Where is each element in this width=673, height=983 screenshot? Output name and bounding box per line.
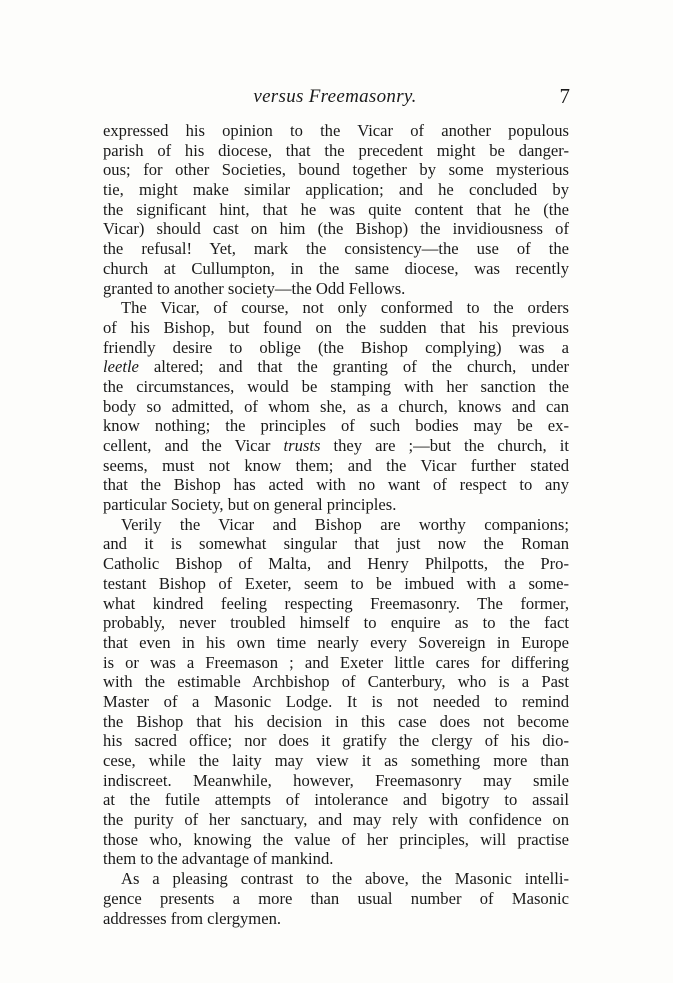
text-line <box>103 239 569 259</box>
text-line <box>103 574 569 594</box>
text-segment: know nothing; the principles of such bodies may be ex- <box>103 416 569 436</box>
text-segment: they are ;—but the church, it <box>320 436 569 455</box>
text-segment: particular Society, but on general principles. <box>103 495 397 515</box>
text-line <box>103 456 569 476</box>
text-segment: is or was a Freemason ; and Exeter little cares for differing <box>103 652 569 672</box>
text-line <box>103 180 569 200</box>
text-segment: the refusal! Yet, mark the consistency—the use of the <box>103 239 569 259</box>
text-line <box>103 279 569 299</box>
running-title: versus Freemasonry. <box>253 86 417 107</box>
text-segment: probably, never troubled himself to enquire as to the fact <box>103 613 569 633</box>
text-segment: what kindred feeling respecting Freemasonry. The former, <box>103 593 569 613</box>
text-segment: As a pleasing contrast to the above, the Masonic intelli- <box>121 869 569 889</box>
text-line <box>103 869 569 889</box>
text-line <box>103 475 569 495</box>
text-line <box>103 613 569 633</box>
text-segment: parish of his diocese, that the precedent might be danger- <box>103 140 569 160</box>
text-line <box>103 633 569 653</box>
body-text <box>103 121 569 928</box>
text-segment: the significant hint, that he was quite content that he (the <box>103 199 569 219</box>
text-segment: cese, while the laity may view it as something more than <box>103 751 569 770</box>
text-segment: testant Bishop of Exeter, seem to be imbued with a some- <box>103 573 569 593</box>
text-segment: the Bishop that his decision in this case does not become <box>103 711 569 731</box>
text-segment: that the Bishop has acted with no want of respect to any <box>103 475 569 495</box>
text-line <box>103 771 569 791</box>
text-line <box>103 259 569 279</box>
text-line <box>103 298 569 318</box>
text-line <box>103 909 569 929</box>
text-segment: friendly desire to oblige (the Bishop complying) was a <box>103 337 569 357</box>
text-line <box>103 200 569 220</box>
text-line <box>103 377 569 397</box>
text-segment: tie, might make similar application; and he concluded by <box>103 180 569 200</box>
text-line <box>103 416 569 436</box>
text-segment: cellent, and the Vicar <box>103 436 284 455</box>
text-segment: and it is somewhat singular that just now the Roman <box>103 534 569 554</box>
text-segment: seems, must not know them; and the Vicar further stated <box>103 455 569 475</box>
text-line <box>103 672 569 692</box>
text-line <box>103 692 569 712</box>
text-line <box>103 397 569 417</box>
text-segment: addresses from clergymen. <box>103 908 282 928</box>
text-line <box>103 495 569 515</box>
text-segment: that even in his own time nearly every Sovereign in Europe <box>103 632 569 652</box>
text-segment: granted to another society—the Odd Fellows. <box>103 278 406 298</box>
text-segment: at the futile attempts of intolerance and bigotry to assail <box>103 790 569 810</box>
text-segment: his sacred office; nor does it gratify the clergy of his dio- <box>103 731 569 751</box>
text-line <box>103 889 569 909</box>
text-line <box>103 554 569 574</box>
italic-text: leetle <box>103 357 139 377</box>
text-line <box>103 219 569 239</box>
text-line <box>103 141 569 161</box>
running-head <box>100 86 570 112</box>
text-line <box>103 790 569 810</box>
text-segment: Master of a Masonic Lodge. It is not needed to remind <box>103 691 569 711</box>
text-line <box>103 849 569 869</box>
text-line <box>103 751 569 771</box>
text-line <box>103 515 569 535</box>
text-segment: the circumstances, would be stamping with her sanction the <box>103 376 569 396</box>
text-segment: ous; for other Societies, bound together by some mysterious <box>103 160 569 180</box>
text-segment: church at Cullumpton, in the same diocese, was recently <box>103 258 569 278</box>
text-segment: of his Bishop, but found on the sudden that his previous <box>103 317 569 337</box>
page-number: 7 <box>559 84 570 108</box>
text-line <box>103 121 569 141</box>
text-segment: indiscreet. Meanwhile, however, Freemasonry may smile <box>103 770 569 790</box>
text-line <box>103 712 569 732</box>
italic-text: trusts <box>283 436 321 455</box>
text-segment: the purity of her sanctuary, and may rely with confidence on <box>103 810 569 830</box>
text-line <box>103 338 569 358</box>
text-segment: them to the advantage of mankind. <box>103 849 334 869</box>
text-segment: expressed his opinion to the Vicar of another populous <box>103 121 569 140</box>
text-line <box>103 357 569 377</box>
text-segment: gence presents a more than usual number of Masonic <box>103 888 569 908</box>
text-line <box>103 594 569 614</box>
text-segment: those who, knowing the value of her principles, will practise <box>103 829 569 849</box>
text-segment: altered; and that the granting of the church, under <box>138 357 569 377</box>
text-line <box>103 318 569 338</box>
text-segment: The Vicar, of course, not only conformed to the orders <box>121 298 569 318</box>
text-segment: body so admitted, of whom she, as a church, knows and can <box>103 396 569 416</box>
text-line <box>103 731 569 751</box>
text-segment: Vicar) should cast on him (the Bishop) the invidiousness of <box>103 219 569 239</box>
text-line <box>103 436 569 456</box>
text-line <box>103 810 569 830</box>
text-line <box>103 830 569 850</box>
text-segment: with the estimable Archbishop of Canterbury, who is a Past <box>103 672 569 692</box>
text-line <box>103 653 569 673</box>
text-segment: Verily the Vicar and Bishop are worthy companions; <box>121 514 569 534</box>
text-segment: Catholic Bishop of Malta, and Henry Philpotts, the Pro- <box>103 554 569 574</box>
text-line <box>103 160 569 180</box>
text-line <box>103 534 569 554</box>
